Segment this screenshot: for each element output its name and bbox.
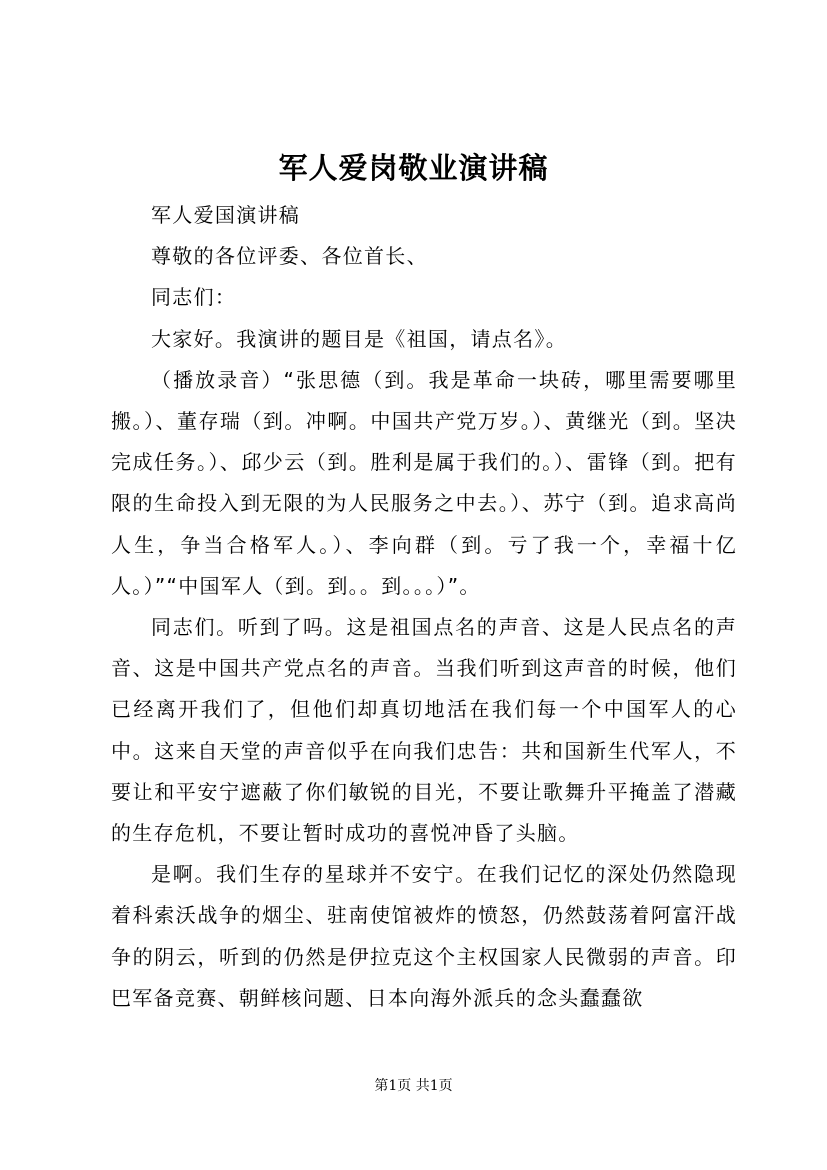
paragraph-heard: 同志们。听到了吗。这是祖国点名的声音、这是人民点名的声音、这是中国共产党点名的声音。当我们听到这声音的时候，他们已经离开我们了，但他们却真切地活在我们每一个中国军人的心中。这来自天堂的声音似乎在向我们忠告：共和国新生代军人，不要让和平安宁遮蔽了你们敏锐的目光，不要让歌舞升平掩盖了潜藏的生存危机，不要让暂时成功的喜悦冲昏了头脑。: [111, 615, 737, 846]
paragraph-roll-call: （播放录音）“张思德（到。我是革命一块砖，哪里需要哪里搬。）、董存瑞（到。冲啊。中国共产党万岁。）、黄继光（到。坚决完成任务。）、邱少云（到。胜利是属于我们的。）、雷锋（到。把有限的生命投入到无限的为人民服务之中去。）、苏宁（到。追求高尚人生，争当合格军人。）、李向群（到。亏了我一个，幸福十亿人。）”“中国军人（到。到。。到。。。）”。: [111, 367, 737, 598]
paragraph-subtitle: 军人爱国演讲稿: [151, 203, 301, 227]
paragraph-planet: 是啊。我们生存的星球并不安宁。在我们记忆的深处仍然隐现着科索沃战争的烟尘、驻南使馆被炸的愤怒，仍然鼓荡着阿富汗战争的阴云，听到的仍然是伊拉克这个主权国家人民微弱的声音。印巴军备竞赛、朝鲜核问题、日本向海外派兵的念头蠢蠢欲: [111, 862, 737, 1010]
page-number-footer: 第1页 共1页: [374, 1078, 453, 1094]
paragraph-salutation: 尊敬的各位评委、各位首长、: [151, 244, 428, 269]
document-body: [111, 195, 737, 1019]
paragraph-comrades: 同志们：: [151, 285, 237, 310]
document-title: 军人爱岗敬业演讲稿: [278, 151, 549, 185]
paragraph-greeting: 大家好。我演讲的题目是《祖国，请点名》。: [151, 326, 567, 351]
